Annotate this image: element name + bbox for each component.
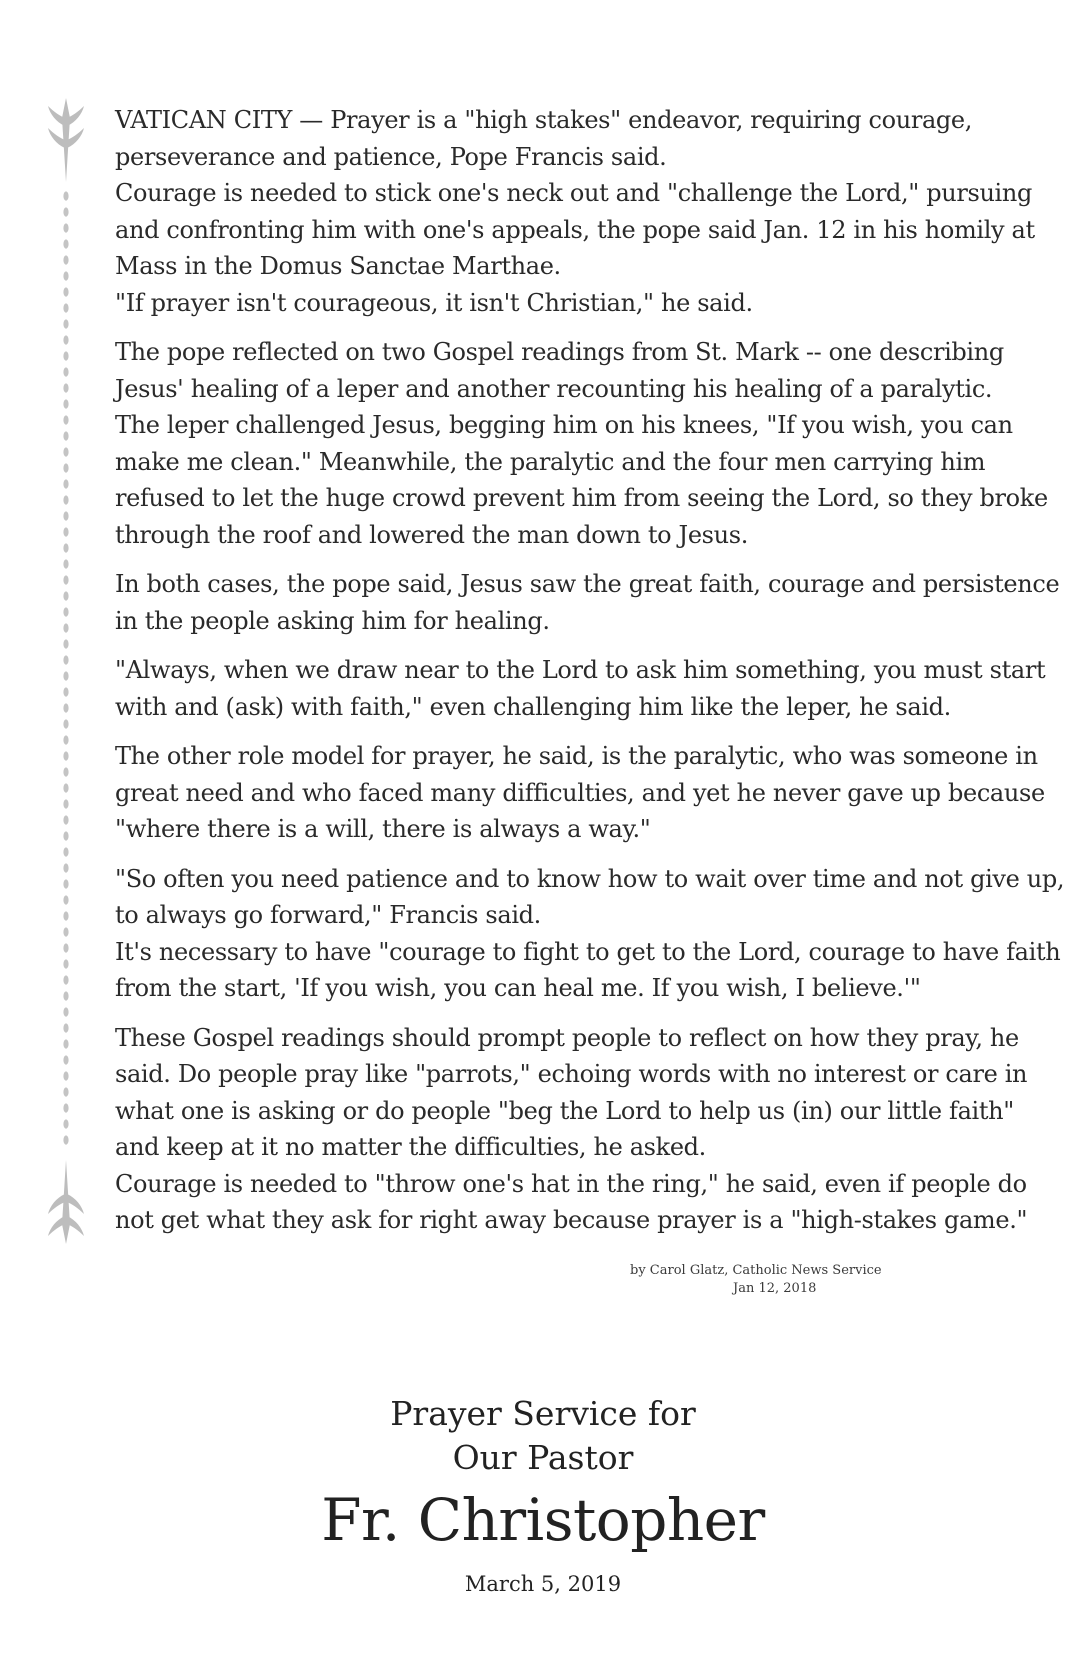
ornament-dot [63,1007,68,1016]
ornament-dot [63,655,68,664]
article-line: "where there is a will, there is always a way." [115,815,651,843]
service-date: March 5, 2019 [464,1572,622,1596]
ornament-dot [63,207,68,216]
article-body [115,102,1065,1252]
article-line: In both cases, the pope said, Jesus saw the great faith, courage and persistence [115,570,1060,598]
article-line: The leper challenged Jesus, begging him on his knees, "If you wish, you can [115,411,1013,439]
ornament-dot [63,255,68,264]
article-line: perseverance and patience, Pope Francis said. [115,142,667,171]
ornament-dot [63,623,68,632]
ornament-dot [63,927,68,936]
article-line: Mass in the Domus Sanctae Marthae. [115,252,561,280]
ornament-dot [63,1071,68,1080]
ornament-dot [63,527,68,536]
article-line: "If prayer isn't courageous, it isn't Christian," he said. [115,288,753,317]
article-line: The pope reflected on two Gospel readings from St. Mark -- one describing [115,338,1004,366]
ornament-dot [63,399,68,408]
ornament-dot [63,607,68,616]
ornament-dot [63,815,68,824]
article-line: Jesus' healing of a leper and another recounting his healing of a paralytic. [115,374,993,403]
ornament-dot [63,479,68,488]
ornament-dot [63,511,68,520]
ornament-dot [63,303,68,312]
wheat-sprig-icon [48,1160,84,1244]
article-line: make me clean." Meanwhile, the paralytic and the four men carrying him [115,447,986,476]
article-line: great need and who faced many difficulties, and yet he never gave up because [115,778,1045,807]
article-line: The other role model for prayer, he said, is the paralytic, who was someone in [115,742,1038,770]
article-line: with and (ask) with faith," even challenging him like the leper, he said. [115,692,951,721]
ornament-dot [63,703,68,712]
byline-author: by Carol Glatz, Catholic News Service [630,1263,882,1278]
ornament-dot [63,991,68,1000]
ornament-dot [63,575,68,584]
ornament-dot [63,975,68,984]
service-title-line1: Prayer Service for [390,1394,696,1433]
ornament-dot [63,639,68,648]
article-line: It's necessary to have "courage to fight to get to the Lord, courage to have faith [115,937,1061,966]
ornament-dot [63,751,68,760]
ornament-dot [63,431,68,440]
ornament-dot [63,911,68,920]
article-line: to always go forward," Francis said. [115,901,541,929]
wheat-sprig-icon [48,98,84,182]
ornament-dot [63,1119,68,1128]
article-line: refused to let the huge crowd prevent him from seeing the Lord, so they broke [115,484,1048,512]
ornament-dot [63,223,68,232]
article-line: Courage is needed to stick one's neck out and "challenge the Lord," pursuing [115,179,1032,207]
article-line: in the people asking him for healing. [115,606,550,635]
ornament-dot [63,239,68,248]
ornament-dot [63,591,68,600]
ornament-dot [63,191,68,200]
article-line: VATICAN CITY — Prayer is a "high stakes" endeavor, requiring courage, [115,106,973,134]
ornament-dot [63,799,68,808]
ornament-dot [63,895,68,904]
ornament-dot [63,735,68,744]
ornament-dot [63,1087,68,1096]
ornament-dot [63,847,68,856]
byline [630,1262,890,1298]
article-line: said. Do people pray like "parrots," echoing words with no interest or care in [115,1060,1028,1088]
ornament-dot [63,863,68,872]
ornament-dot [63,719,68,728]
byline-date: Jan 12, 2018 [733,1281,817,1296]
article-line: "Always, when we draw near to the Lord to ask him something, you must start [115,656,1046,684]
ornament-dot [63,687,68,696]
ornament-dot [63,879,68,888]
ornament-dot [63,943,68,952]
article-line: what one is asking or do people "beg the Lord to help us (in) our little faith" [115,1096,1014,1125]
ornament-dot [63,271,68,280]
article-paragraph [115,652,1046,725]
ornament-dot [63,767,68,776]
service-title-block [0,1392,1086,1598]
article-line: and keep at it no matter the difficulties, he asked. [115,1133,706,1161]
ornament-dot [63,559,68,568]
ornament-dot [63,335,68,344]
ornament-dot [63,319,68,328]
service-title-line2: Our Pastor [452,1438,634,1477]
article-paragraph [115,738,1045,848]
ornament-dot [63,1055,68,1064]
ornament-dot [63,383,68,392]
ornament-dot [63,1103,68,1112]
ornament-dot [63,287,68,296]
article-paragraph [115,1020,1028,1239]
border-ornament [44,96,88,1246]
article-paragraph [115,102,1035,321]
ornament-dot [63,463,68,472]
article-line: and confronting him with one's appeals, the pope said Jan. 12 in his homily at [115,215,1035,244]
article-line: not get what they ask for right away because prayer is a "high-stakes game." [115,1206,1028,1234]
ornament-dot [63,495,68,504]
ornament-dot [63,1039,68,1048]
article-line: from the start, 'If you wish, you can heal me. If you wish, I believe.'" [115,974,921,1002]
ornament-dot [63,415,68,424]
article-line: through the roof and lowered the man down to Jesus. [115,520,748,549]
ornament-dot [63,959,68,968]
ornament-dot [63,367,68,376]
ornament-dot [63,543,68,552]
ornament-dot [63,1023,68,1032]
article-line: Courage is needed to "throw one's hat in the ring," he said, even if people do [115,1169,1027,1198]
ornament-dot [63,783,68,792]
article-paragraph [115,861,1065,1007]
ornament-dot [63,447,68,456]
ornament-dot [63,351,68,360]
article-paragraph [115,334,1048,553]
pastor-name: Fr. Christopher [321,1486,765,1554]
ornament-dot [63,671,68,680]
ornament-dot [63,1135,68,1144]
dotted-line [63,191,68,1144]
ornament-dot [63,831,68,840]
article-paragraph [115,566,1060,639]
article-line: These Gospel readings should prompt people to reflect on how they pray, he [115,1023,1019,1052]
article-line: "So often you need patience and to know how to wait over time and not give up, [115,864,1065,893]
